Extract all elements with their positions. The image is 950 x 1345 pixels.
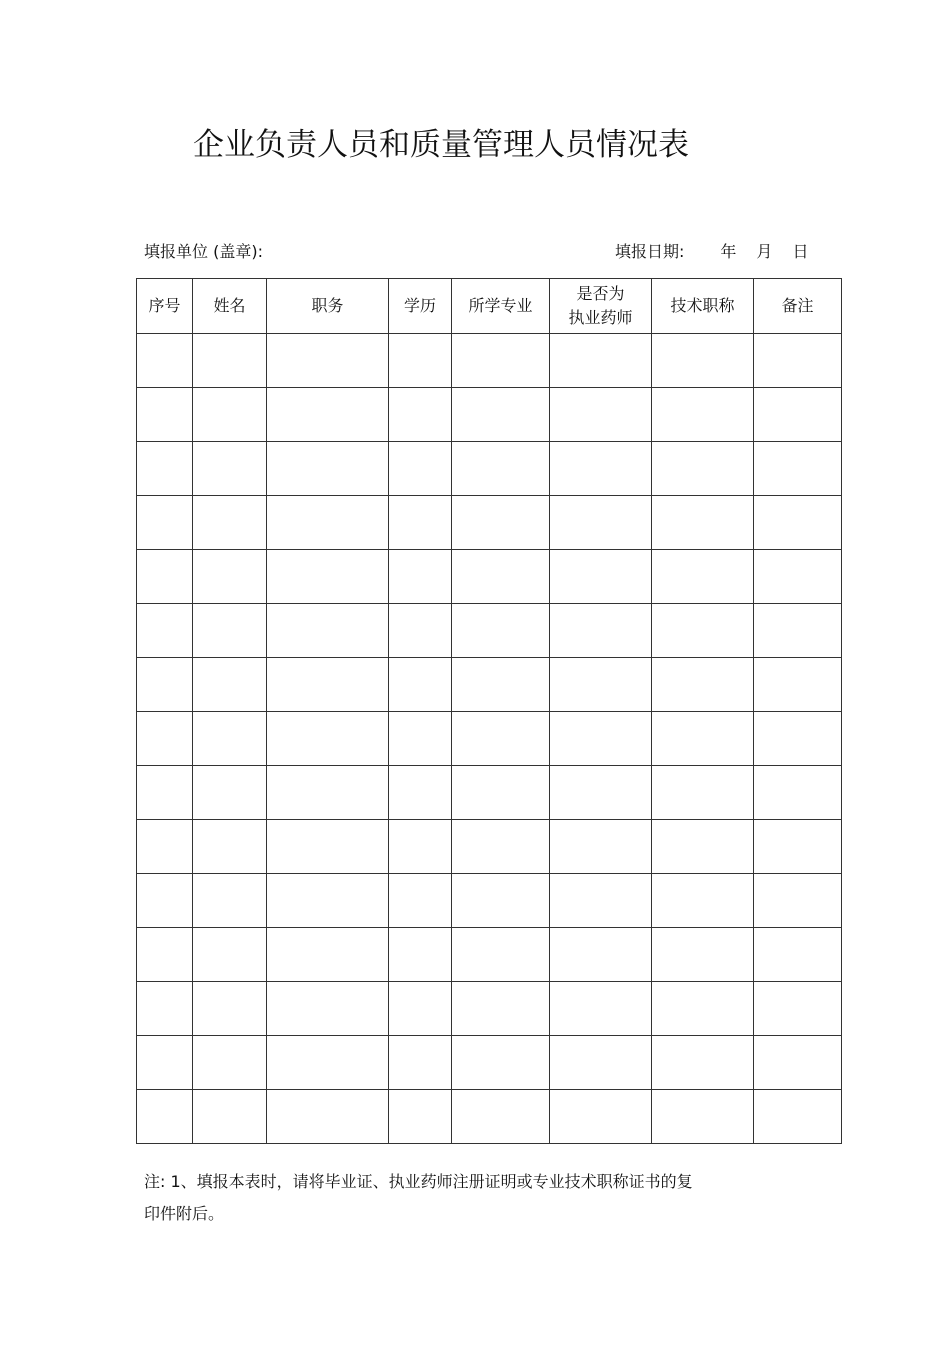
table-row <box>137 874 842 928</box>
table-cell-pharmacist[interactable] <box>550 334 652 388</box>
table-cell-title[interactable] <box>652 496 754 550</box>
table-cell-education[interactable] <box>389 1036 452 1090</box>
table-cell-remarks[interactable] <box>754 712 842 766</box>
table-cell-title[interactable] <box>652 442 754 496</box>
table-cell-remarks[interactable] <box>754 820 842 874</box>
table-row <box>137 388 842 442</box>
table-row <box>137 820 842 874</box>
table-cell-title[interactable] <box>652 1036 754 1090</box>
table-cell-seq[interactable] <box>137 442 193 496</box>
table-cell-remarks[interactable] <box>754 334 842 388</box>
table-cell-name[interactable] <box>193 982 267 1036</box>
table-cell-position[interactable] <box>267 766 389 820</box>
header-seq: 序号 <box>137 279 193 334</box>
table-cell-position[interactable] <box>267 658 389 712</box>
table-cell-remarks[interactable] <box>754 874 842 928</box>
table-cell-major[interactable] <box>452 766 550 820</box>
table-cell-title[interactable] <box>652 766 754 820</box>
fill-date-month: 月 <box>756 242 773 261</box>
table-cell-seq[interactable] <box>137 820 193 874</box>
table-cell-education[interactable] <box>389 604 452 658</box>
table-cell-pharmacist[interactable] <box>550 604 652 658</box>
table-cell-education[interactable] <box>389 874 452 928</box>
personnel-table <box>136 278 842 1144</box>
table-cell-education[interactable] <box>389 712 452 766</box>
table-cell-position[interactable] <box>267 928 389 982</box>
table-header-row <box>137 279 842 334</box>
table-cell-education[interactable] <box>389 442 452 496</box>
table-cell-pharmacist[interactable] <box>550 658 652 712</box>
header-pharmacist-line1: 是否为 <box>576 284 625 303</box>
table-cell-name[interactable] <box>193 550 267 604</box>
table-cell-position[interactable] <box>267 1036 389 1090</box>
header-major: 所学专业 <box>452 279 550 334</box>
table-cell-name[interactable] <box>193 874 267 928</box>
table-cell-position[interactable] <box>267 1090 389 1144</box>
table-cell-position[interactable] <box>267 442 389 496</box>
table-cell-major[interactable] <box>452 388 550 442</box>
table-cell-pharmacist[interactable] <box>550 1090 652 1144</box>
table-row <box>137 928 842 982</box>
table-cell-seq[interactable] <box>137 604 193 658</box>
table-cell-seq[interactable] <box>137 712 193 766</box>
fill-unit-label: 填报单位 (盖章): <box>144 242 263 261</box>
table-cell-title[interactable] <box>652 982 754 1036</box>
note-line-2: 印件附后。 <box>144 1204 225 1223</box>
table-cell-pharmacist[interactable] <box>550 496 652 550</box>
table-cell-seq[interactable] <box>137 1090 193 1144</box>
table-cell-position[interactable] <box>267 604 389 658</box>
table-cell-position[interactable] <box>267 496 389 550</box>
table-cell-remarks[interactable] <box>754 388 842 442</box>
table-cell-remarks[interactable] <box>754 1036 842 1090</box>
table-cell-remarks[interactable] <box>754 550 842 604</box>
table-cell-title[interactable] <box>652 550 754 604</box>
table-cell-pharmacist[interactable] <box>550 550 652 604</box>
table-cell-seq[interactable] <box>137 928 193 982</box>
form-title: 企业负责人员和质量管理人员情况表 <box>193 127 689 163</box>
table-cell-position[interactable] <box>267 820 389 874</box>
table-cell-major[interactable] <box>452 604 550 658</box>
table-cell-name[interactable] <box>193 766 267 820</box>
header-remarks: 备注 <box>754 279 842 334</box>
table-body <box>137 334 842 1144</box>
table-cell-major[interactable] <box>452 550 550 604</box>
table-cell-seq[interactable] <box>137 982 193 1036</box>
table-cell-remarks[interactable] <box>754 982 842 1036</box>
table-cell-major[interactable] <box>452 982 550 1036</box>
table-cell-education[interactable] <box>389 766 452 820</box>
table-row <box>137 982 842 1036</box>
table-cell-pharmacist[interactable] <box>550 928 652 982</box>
table-cell-education[interactable] <box>389 388 452 442</box>
table-cell-pharmacist[interactable] <box>550 1036 652 1090</box>
table-cell-title[interactable] <box>652 820 754 874</box>
table-row <box>137 496 842 550</box>
table-cell-remarks[interactable] <box>754 496 842 550</box>
table-cell-education[interactable] <box>389 820 452 874</box>
table-cell-pharmacist[interactable] <box>550 766 652 820</box>
table-cell-education[interactable] <box>389 928 452 982</box>
table-cell-position[interactable] <box>267 334 389 388</box>
table-row <box>137 334 842 388</box>
table-cell-position[interactable] <box>267 712 389 766</box>
fill-date-label: 填报日期: <box>615 242 685 261</box>
table-row <box>137 712 842 766</box>
table-cell-seq[interactable] <box>137 496 193 550</box>
table-cell-major[interactable] <box>452 874 550 928</box>
header-position: 职务 <box>267 279 389 334</box>
fill-date <box>615 238 808 266</box>
table-cell-education[interactable] <box>389 1090 452 1144</box>
table-cell-seq[interactable] <box>137 1036 193 1090</box>
table-cell-title[interactable] <box>652 928 754 982</box>
table-cell-pharmacist[interactable] <box>550 712 652 766</box>
table-cell-seq[interactable] <box>137 874 193 928</box>
table-cell-pharmacist[interactable] <box>550 874 652 928</box>
table-cell-major[interactable] <box>452 1090 550 1144</box>
table-cell-major[interactable] <box>452 712 550 766</box>
table-cell-seq[interactable] <box>137 388 193 442</box>
table-cell-remarks[interactable] <box>754 928 842 982</box>
table-cell-position[interactable] <box>267 388 389 442</box>
table-cell-major[interactable] <box>452 1036 550 1090</box>
table-cell-major[interactable] <box>452 928 550 982</box>
table-cell-name[interactable] <box>193 820 267 874</box>
table-cell-title[interactable] <box>652 604 754 658</box>
table-cell-name[interactable] <box>193 442 267 496</box>
table-row <box>137 550 842 604</box>
table-cell-remarks[interactable] <box>754 1090 842 1144</box>
table-cell-education[interactable] <box>389 982 452 1036</box>
table-cell-pharmacist[interactable] <box>550 388 652 442</box>
table-cell-major[interactable] <box>452 658 550 712</box>
table-cell-seq[interactable] <box>137 766 193 820</box>
table-cell-major[interactable] <box>452 496 550 550</box>
header-education: 学历 <box>389 279 452 334</box>
table-cell-remarks[interactable] <box>754 442 842 496</box>
fill-date-day: 日 <box>792 242 809 261</box>
table-cell-pharmacist[interactable] <box>550 982 652 1036</box>
table-cell-seq[interactable] <box>137 334 193 388</box>
table-cell-title[interactable] <box>652 712 754 766</box>
table-cell-remarks[interactable] <box>754 658 842 712</box>
table-cell-name[interactable] <box>193 604 267 658</box>
table-cell-title[interactable] <box>652 334 754 388</box>
table-cell-name[interactable] <box>193 658 267 712</box>
table-cell-name[interactable] <box>193 1090 267 1144</box>
table-row <box>137 604 842 658</box>
table-cell-remarks[interactable] <box>754 766 842 820</box>
table-cell-position[interactable] <box>267 982 389 1036</box>
table-row <box>137 766 842 820</box>
table-cell-name[interactable] <box>193 496 267 550</box>
table-cell-education[interactable] <box>389 334 452 388</box>
table-cell-name[interactable] <box>193 928 267 982</box>
table-cell-education[interactable] <box>389 658 452 712</box>
table-row <box>137 1090 842 1144</box>
table-cell-title[interactable] <box>652 658 754 712</box>
table-row <box>137 442 842 496</box>
table-row <box>137 1036 842 1090</box>
table-cell-position[interactable] <box>267 550 389 604</box>
fill-date-year: 年 <box>720 242 737 261</box>
table-cell-name[interactable] <box>193 388 267 442</box>
table-cell-title[interactable] <box>652 388 754 442</box>
table-cell-name[interactable] <box>193 712 267 766</box>
header-name: 姓名 <box>193 279 267 334</box>
note <box>144 1166 784 1230</box>
table-cell-seq[interactable] <box>137 658 193 712</box>
table-cell-title[interactable] <box>652 1090 754 1144</box>
table-cell-title[interactable] <box>652 874 754 928</box>
table-cell-name[interactable] <box>193 1036 267 1090</box>
table-row <box>137 658 842 712</box>
table-cell-remarks[interactable] <box>754 604 842 658</box>
table-cell-major[interactable] <box>452 334 550 388</box>
note-line-1: 注: 1、填报本表时，请将毕业证、执业药师注册证明或专业技术职称证书的复 <box>144 1172 693 1191</box>
table-cell-pharmacist[interactable] <box>550 442 652 496</box>
header-pharmacist <box>550 279 652 334</box>
table-cell-major[interactable] <box>452 820 550 874</box>
table-cell-seq[interactable] <box>137 550 193 604</box>
header-pharmacist-line2: 执业药师 <box>568 308 633 327</box>
header-title: 技术职称 <box>652 279 754 334</box>
table-cell-name[interactable] <box>193 334 267 388</box>
table-cell-position[interactable] <box>267 874 389 928</box>
table-cell-education[interactable] <box>389 496 452 550</box>
table-cell-education[interactable] <box>389 550 452 604</box>
table-cell-major[interactable] <box>452 442 550 496</box>
table-cell-pharmacist[interactable] <box>550 820 652 874</box>
